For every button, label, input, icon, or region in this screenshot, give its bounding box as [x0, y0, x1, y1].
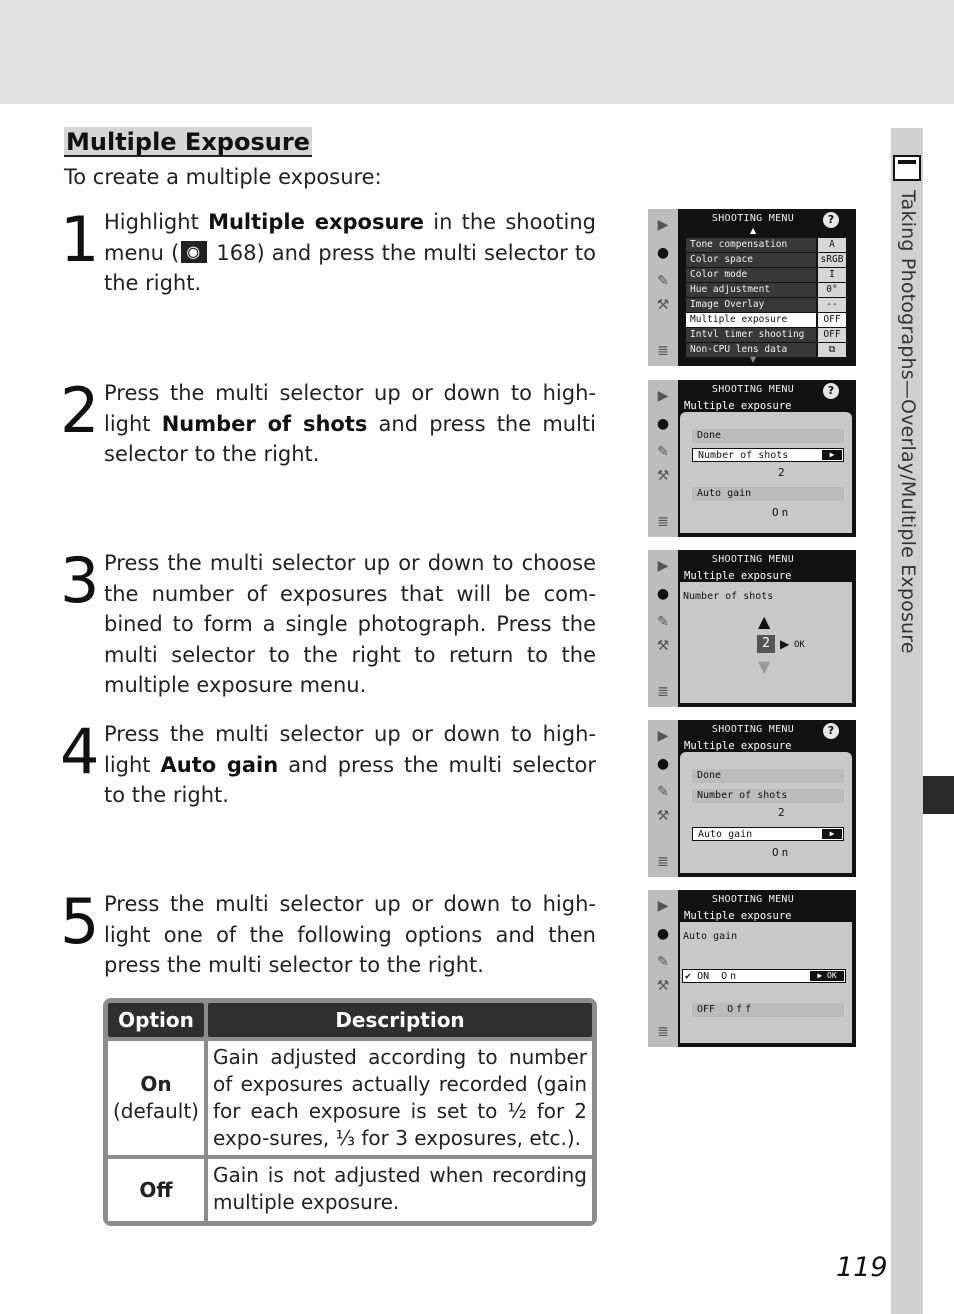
pencil-icon: ✎: [657, 614, 669, 630]
lcd-screen-auto-gain-options: [648, 890, 856, 1047]
recent-icon: ≣: [657, 343, 669, 359]
page-heading: Multiple Exposure: [66, 128, 310, 156]
camera-menu-icon: [893, 155, 921, 181]
recent-icon: ≣: [657, 684, 669, 700]
gain-off-option: OFF Off: [692, 1003, 844, 1017]
pencil-icon: ✎: [657, 273, 669, 289]
auto-gain-item-selected: Auto gain ▶: [692, 827, 844, 841]
top-band: [0, 0, 954, 104]
menu-title: SHOOTING MENU: [711, 724, 795, 735]
page-reference-icon: [181, 241, 207, 263]
arrow-right-icon: ▶: [822, 450, 842, 460]
menu-screen: [678, 209, 856, 366]
step-text: Press the multi selector up or down to high-light Number of shots and press the multi selector to the right.: [104, 381, 596, 466]
step-text: Highlight Multiple exposure in the shooting menu (◉ 168) and press the multi selector to the right.: [104, 207, 596, 299]
help-icon: ?: [823, 212, 839, 228]
number-of-shots-item-selected: Number of shots ▶: [692, 448, 844, 462]
table-row-off-option: Off: [108, 1159, 204, 1221]
playback-icon: ▶: [657, 898, 669, 914]
check-icon: ✔: [685, 971, 692, 982]
menu-screen: [678, 890, 856, 1047]
done-item: Done: [692, 769, 844, 783]
menu-item: Color space: [686, 253, 816, 267]
gain-value: On: [772, 846, 792, 859]
menu-screen: [678, 550, 856, 707]
menu-item: Hue adjustment: [686, 283, 816, 297]
menu-tabs: [648, 209, 678, 366]
step-text: Press the multi selector up or down to high-light Auto gain and press the multi selector to the right.: [104, 722, 596, 807]
submenu-body: [680, 412, 852, 533]
recent-icon: ≣: [657, 1024, 669, 1040]
camera-icon: ●: [656, 245, 670, 261]
table-row-on-description: Gain adjusted according to number of exposures actually recorded (gain for each exposure is set to ½ for 2 expo-sures, ⅓ for 3 exposures, etc.).: [208, 1041, 592, 1155]
lcd-screen-auto-gain: [648, 720, 856, 877]
wrench-icon: ⚒: [656, 808, 670, 824]
number-of-shots-item: Number of shots: [692, 789, 844, 803]
menu-tabs: [648, 380, 678, 537]
menu-item: Tone compensation: [686, 238, 816, 252]
ok-label: OK: [794, 640, 805, 650]
scroll-up-icon: ▲: [750, 226, 757, 235]
menu-title: SHOOTING MENU: [711, 894, 795, 905]
submenu-title: Multiple exposure: [684, 570, 792, 582]
submenu-title: Multiple exposure: [684, 910, 792, 922]
camera-icon: ●: [656, 586, 670, 602]
shots-value: 2: [778, 806, 785, 819]
wrench-icon: ⚒: [656, 638, 670, 654]
playback-icon: ▶: [657, 388, 669, 404]
recent-icon: ≣: [657, 854, 669, 870]
lcd-screen-number-of-shots: [648, 380, 856, 537]
ok-arrow-icon: ▶: [780, 637, 790, 651]
menu-item: Non-CPU lens data: [686, 343, 816, 357]
step-text: Press the multi selector up or down to high-light one of the following options and then press the multi selector to the right.: [104, 892, 596, 977]
section-marker: [923, 776, 954, 814]
menu-value: 0°: [818, 283, 846, 297]
step-number: 4: [60, 715, 100, 788]
menu-item: Color mode: [686, 268, 816, 282]
menu-value: A: [818, 238, 846, 252]
shots-value: 2: [778, 466, 785, 479]
page-number: 119: [836, 1252, 888, 1283]
gain-label: Auto gain: [683, 931, 738, 942]
scroll-down-icon: ▼: [750, 355, 757, 364]
option-header: Option: [108, 1003, 204, 1037]
ok-arrow-icon: ▶ OK: [810, 971, 844, 981]
menu-value: --: [818, 298, 846, 312]
submenu-title: Multiple exposure: [684, 740, 792, 752]
recent-icon: ≣: [657, 514, 669, 530]
menu-item: Intvl timer shooting: [686, 328, 816, 342]
submenu-body: [680, 922, 852, 1043]
step-number: 2: [60, 374, 100, 447]
lcd-screen-shots-select: [648, 550, 856, 707]
pencil-icon: ✎: [657, 444, 669, 460]
menu-tabs: [648, 550, 678, 707]
shots-selector: 2: [757, 635, 775, 653]
table-row-off-description: Gain is not adjusted when recording multiple exposure.: [208, 1159, 592, 1221]
menu-title: SHOOTING MENU: [711, 384, 795, 395]
side-title-text: Taking Photographs—Overlay/Multiple Exposure: [897, 190, 919, 654]
pencil-icon: ✎: [657, 954, 669, 970]
menu-screen: [678, 380, 856, 537]
menu-value: OFF: [818, 328, 846, 342]
wrench-icon: ⚒: [656, 468, 670, 484]
menu-item: Image Overlay: [686, 298, 816, 312]
submenu-body: [680, 752, 852, 873]
menu-value: I: [818, 268, 846, 282]
wrench-icon: ⚒: [656, 297, 670, 313]
help-icon: ?: [823, 723, 839, 739]
step-number: 5: [60, 885, 100, 958]
arrow-right-icon: ▶: [822, 829, 842, 839]
description-header: Description: [208, 1003, 592, 1037]
side-title: [891, 190, 923, 750]
gain-value: On: [772, 506, 792, 519]
menu-tabs: [648, 890, 678, 1047]
menu-title: SHOOTING MENU: [711, 554, 795, 565]
gain-on-option-selected: ✔ ON On ▶ OK: [682, 969, 846, 983]
menu-item-selected: Multiple exposure: [686, 313, 816, 327]
table-row-on-option: On (default): [108, 1041, 204, 1155]
playback-icon: ▶: [657, 558, 669, 574]
submenu-body: [680, 582, 852, 703]
up-arrow-icon: ▲: [758, 612, 771, 631]
step-number: 1: [60, 203, 100, 276]
step-text: Press the multi selector up or down to choose the number of exposures that will be com-bined to form a single photograph. Press the multi selector to the right to return to the multiple exposure menu.: [104, 551, 596, 697]
step-number: 3: [60, 544, 100, 617]
lcd-screen-shooting-menu: [648, 209, 856, 366]
camera-icon: ●: [656, 416, 670, 432]
playback-icon: ▶: [657, 217, 669, 233]
help-icon: ?: [823, 383, 839, 399]
menu-tabs: [648, 720, 678, 877]
menu-value: ⧉: [818, 343, 846, 357]
submenu-title: Multiple exposure: [684, 400, 792, 412]
menu-value: OFF: [818, 313, 846, 327]
menu-title: SHOOTING MENU: [711, 213, 795, 224]
intro-text: To create a multiple exposure:: [64, 165, 382, 189]
menu-screen: [678, 720, 856, 877]
camera-icon: ●: [656, 926, 670, 942]
down-arrow-icon: ▼: [758, 657, 771, 676]
menu-value: sRGB: [818, 253, 846, 267]
options-table: [103, 998, 597, 1226]
shots-label: Number of shots: [683, 591, 774, 602]
auto-gain-item: Auto gain: [692, 487, 844, 501]
camera-icon: ●: [656, 756, 670, 772]
done-item: Done: [692, 429, 844, 443]
playback-icon: ▶: [657, 728, 669, 744]
wrench-icon: ⚒: [656, 978, 670, 994]
pencil-icon: ✎: [657, 784, 669, 800]
